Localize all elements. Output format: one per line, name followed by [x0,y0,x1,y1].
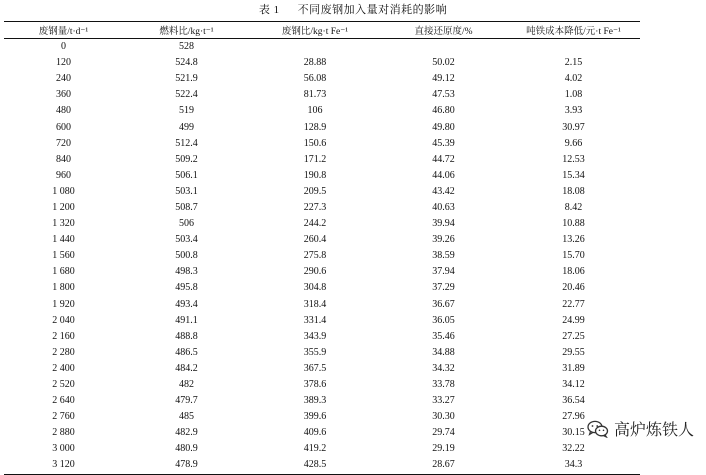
cell-scrap-ratio: 244.2 [303,218,327,230]
cell-cost-reduction: 27.25 [562,330,585,342]
cell-direct-reduction: 44.72 [432,153,455,165]
cell-scrap-amount: 3 000 [52,443,75,455]
cell-scrap-amount: 600 [56,121,71,133]
cell-cost-reduction: 34.12 [562,379,585,391]
cell-scrap-amount: 2 400 [52,362,75,374]
cell-scrap-ratio: 399.6 [303,411,327,423]
cell-scrap-ratio: 128.9 [303,121,327,133]
cell-scrap-amount: 1 080 [52,185,75,197]
cell-scrap-amount: 1 440 [52,234,75,246]
cell-fuel-ratio: 499 [179,121,194,133]
table-row [4,55,640,71]
cell-direct-reduction: 46.80 [432,105,455,117]
table-row [4,232,640,248]
cell-direct-reduction: 35.46 [432,330,455,342]
table-row [4,87,640,103]
table-row [4,441,640,457]
cell-fuel-ratio: 482 [179,379,194,391]
cell-scrap-ratio: 343.9 [303,330,327,342]
cell-fuel-ratio: 508.7 [175,201,198,213]
cell-fuel-ratio: 482.9 [175,427,198,439]
cell-cost-reduction: 20.46 [562,282,585,294]
cell-scrap-amount: 1 320 [52,218,75,230]
cell-cost-reduction: 1.08 [564,89,583,101]
cell-direct-reduction: 45.39 [432,137,455,149]
cell-fuel-ratio: 486.5 [175,346,198,358]
table-row [4,216,640,232]
table-caption [0,1,706,17]
cell-fuel-ratio: 495.8 [175,282,198,294]
cell-cost-reduction: 31.89 [562,362,585,374]
cell-scrap-amount: 2 640 [52,395,75,407]
cell-scrap-ratio: 209.5 [303,185,327,197]
cell-cost-reduction: 18.08 [562,185,585,197]
cell-direct-reduction: 37.29 [432,282,455,294]
cell-direct-reduction: 44.06 [432,169,455,181]
cell-direct-reduction: 29.19 [432,443,455,455]
cell-scrap-amount: 0 [61,41,66,53]
cell-scrap-amount: 2 760 [52,411,75,423]
cell-cost-reduction: 2.15 [564,57,583,69]
table-row [4,152,640,168]
table-row [4,345,640,361]
cell-scrap-amount: 360 [56,89,71,101]
cell-cost-reduction: 24.99 [562,314,585,326]
cell-direct-reduction: 37.94 [432,266,455,278]
cell-scrap-ratio [250,39,380,56]
cell-fuel-ratio: 493.4 [175,298,198,310]
cell-cost-reduction: 36.54 [562,395,585,407]
cell-direct-reduction: 33.27 [432,395,455,407]
cell-fuel-ratio: 485 [179,411,194,423]
cell-fuel-ratio: 498.3 [175,266,198,278]
cell-direct-reduction: 33.78 [432,379,455,391]
cell-direct-reduction: 50.02 [432,57,455,69]
cell-scrap-amount: 1 800 [52,282,75,294]
column-header-fuel-ratio: 燃料比/kg·t⁻¹ [123,22,250,39]
cell-scrap-ratio: 367.5 [303,362,327,374]
cell-direct-reduction: 29.74 [432,427,455,439]
table-body [4,39,640,475]
cell-cost-reduction: 34.3 [507,457,640,474]
cell-cost-reduction: 27.96 [562,411,585,423]
cell-scrap-amount: 840 [56,153,71,165]
cell-scrap-ratio: 331.4 [303,314,327,326]
cell-cost-reduction: 4.02 [564,73,583,85]
cell-cost-reduction: 10.88 [562,218,585,230]
cell-fuel-ratio: 491.1 [175,314,198,326]
cell-cost-reduction [507,39,640,56]
cell-direct-reduction: 49.80 [432,121,455,133]
cell-fuel-ratio: 488.8 [175,330,198,342]
cell-fuel-ratio: 503.4 [175,234,198,246]
cell-scrap-ratio: 355.9 [303,346,327,358]
table-row [4,264,640,280]
cell-cost-reduction: 15.34 [562,169,585,181]
cell-cost-reduction: 9.66 [564,137,583,149]
table-row [4,297,640,313]
cell-fuel-ratio: 500.8 [175,250,198,262]
cell-fuel-ratio: 522.4 [175,89,198,101]
data-table [4,21,640,475]
cell-cost-reduction: 3.93 [564,105,583,117]
table-row [4,280,640,296]
cell-direct-reduction: 40.63 [432,201,455,213]
cell-fuel-ratio: 503.1 [175,185,198,197]
cell-cost-reduction: 29.55 [562,346,585,358]
cell-direct-reduction: 36.67 [432,298,455,310]
cell-fuel-ratio: 521.9 [175,73,198,85]
cell-direct-reduction: 49.12 [432,73,455,85]
table-row [4,103,640,119]
table-row [4,329,640,345]
column-header-scrap-amount: 废钢量/t·d⁻¹ [4,22,123,39]
table-row [4,200,640,216]
cell-scrap-ratio: 428.5 [250,457,380,474]
cell-direct-reduction: 38.59 [432,250,455,262]
cell-fuel-ratio: 480.9 [175,443,198,455]
cell-scrap-ratio: 28.88 [303,57,327,69]
cell-direct-reduction: 28.67 [380,457,507,474]
cell-scrap-amount: 2 520 [52,379,75,391]
table-row [4,377,640,393]
table-row [4,425,640,441]
cell-cost-reduction: 18.06 [562,266,585,278]
cell-cost-reduction: 32.22 [562,443,585,455]
cell-scrap-amount: 2 280 [52,346,75,358]
cell-scrap-ratio: 389.3 [303,395,327,407]
table-row [4,393,640,409]
cell-fuel-ratio: 509.2 [175,153,198,165]
wechat-icon [587,420,609,438]
cell-scrap-ratio: 290.6 [303,266,327,278]
cell-fuel-ratio: 519 [179,105,194,117]
cell-scrap-amount: 1 560 [52,250,75,262]
cell-scrap-ratio: 409.6 [303,427,327,439]
cell-scrap-amount: 480 [56,105,71,117]
cell-scrap-amount: 120 [56,57,71,69]
cell-direct-reduction: 39.94 [432,218,455,230]
table-row [4,409,640,425]
cell-cost-reduction: 22.77 [562,298,585,310]
cell-fuel-ratio: 506 [179,218,194,230]
cell-scrap-ratio: 275.8 [303,250,327,262]
column-header-direct-reduction: 直接还原度/% [380,22,507,39]
cell-scrap-ratio: 171.2 [303,153,327,165]
cell-scrap-ratio: 318.4 [303,298,327,310]
cell-cost-reduction: 13.26 [562,234,585,246]
cell-scrap-ratio: 190.8 [303,169,327,181]
cell-scrap-ratio: 56.08 [303,73,327,85]
table-row [4,39,640,56]
cell-scrap-ratio: 81.73 [303,89,327,101]
table-title: 不同废钢加入量对消耗的影响 [297,3,448,16]
column-header-cost-reduction: 吨铁成本降低/元·t Fe⁻¹ [507,22,640,39]
cell-cost-reduction: 30.15 [562,427,585,439]
column-header-scrap-ratio: 废钢比/kg·t Fe⁻¹ [250,22,380,39]
cell-direct-reduction [380,39,507,56]
cell-fuel-ratio: 524.8 [175,57,198,69]
table-row [4,313,640,329]
cell-scrap-amount: 1 200 [52,201,75,213]
cell-scrap-amount: 960 [56,169,71,181]
cell-direct-reduction: 39.26 [432,234,455,246]
cell-direct-reduction: 34.88 [432,346,455,358]
cell-direct-reduction: 43.42 [432,185,455,197]
cell-cost-reduction: 15.70 [562,250,585,262]
table-row [4,136,640,152]
table-header-row [4,22,640,39]
cell-scrap-ratio: 378.6 [303,379,327,391]
cell-scrap-ratio: 106 [307,105,323,117]
watermark [585,417,696,440]
cell-cost-reduction: 30.97 [562,121,585,133]
cell-direct-reduction: 36.05 [432,314,455,326]
cell-scrap-amount: 2 160 [52,330,75,342]
cell-scrap-amount: 2 040 [52,314,75,326]
table-row [4,361,640,377]
table-number: 表 1 [258,4,280,16]
cell-fuel-ratio: 478.9 [123,457,250,474]
cell-scrap-ratio: 260.4 [303,234,327,246]
cell-scrap-amount: 1 680 [52,266,75,278]
cell-fuel-ratio: 506.1 [175,169,198,181]
cell-fuel-ratio: 479.7 [175,395,198,407]
cell-fuel-ratio: 512.4 [175,137,198,149]
cell-cost-reduction: 8.42 [564,201,583,213]
watermark-text: 高炉炼铁人 [613,420,694,439]
cell-scrap-amount: 1 920 [52,298,75,310]
cell-fuel-ratio: 484.2 [175,362,198,374]
cell-scrap-ratio: 150.6 [303,137,327,149]
cell-scrap-amount: 240 [56,73,71,85]
cell-fuel-ratio: 528 [179,41,194,53]
cell-direct-reduction: 30.30 [432,411,455,423]
cell-scrap-amount: 2 880 [52,427,75,439]
cell-scrap-ratio: 304.8 [303,282,327,294]
cell-cost-reduction: 12.53 [562,153,585,165]
cell-scrap-ratio: 419.2 [303,443,327,455]
cell-scrap-amount: 720 [56,137,71,149]
cell-direct-reduction: 47.53 [432,89,455,101]
table-row [4,119,640,135]
table-row [4,71,640,87]
table-row [4,248,640,264]
table-row [4,168,640,184]
cell-scrap-amount: 3 120 [4,457,123,474]
table-row [4,184,640,200]
cell-scrap-ratio: 227.3 [303,201,327,213]
cell-direct-reduction: 34.32 [432,362,455,374]
